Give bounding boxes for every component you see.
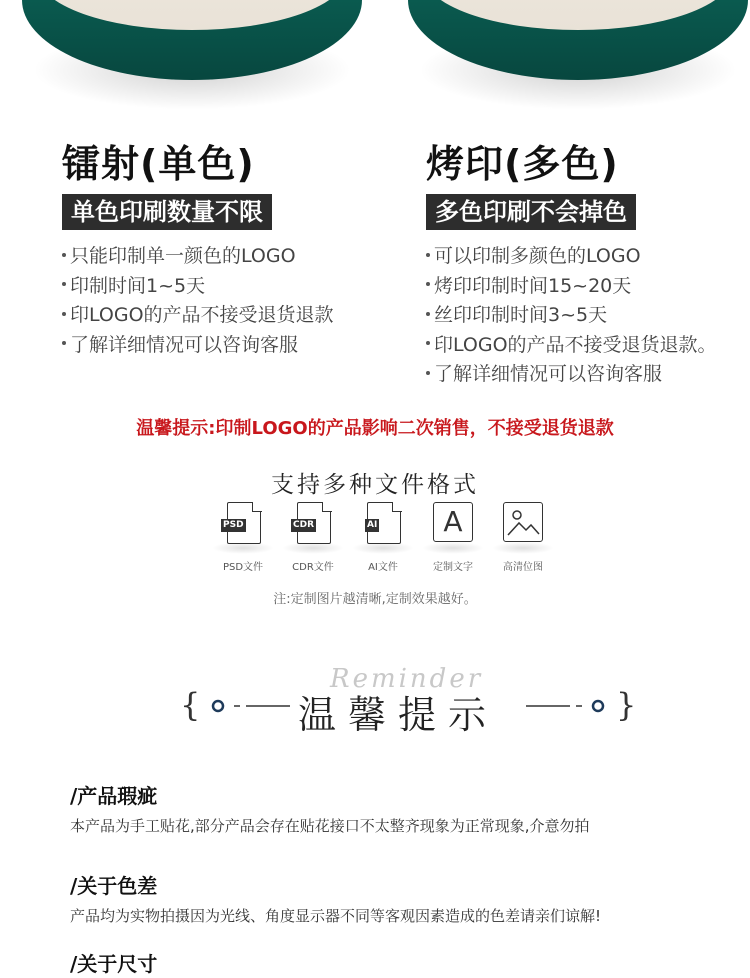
list-item: 烤印印制时间15~20天: [426, 272, 717, 302]
list-item: 印制时间1~5天: [62, 272, 334, 302]
right-ornament-icon: [522, 696, 606, 716]
formats-row: [212, 502, 552, 572]
section-color-difference: [70, 872, 601, 928]
list-item: 只能印制单一颜色的LOGO: [62, 242, 334, 272]
list-item: 了解详细情况可以咨询客服: [62, 331, 334, 361]
green-bowl-right: [408, 0, 748, 120]
cdr-file-icon: CDR: [291, 502, 335, 544]
psd-file-icon: PSD: [221, 502, 265, 544]
formats-title: 支持多种文件格式: [271, 472, 479, 498]
reminder-header: [180, 684, 637, 737]
section-body: 本产品为手工贴花,部分产品会存在贴花接口不太整齐现象为正常现象,介意勿拍: [70, 817, 590, 835]
list-item: 了解详细情况可以咨询客服: [426, 360, 717, 390]
reminder-watermark: Reminder: [330, 664, 484, 694]
section-size: [70, 950, 157, 978]
format-psd: PSD PSD文件: [212, 502, 274, 573]
section-body: 产品均为实物拍摄因为光线、角度显示器不同等客观因素造成的色差请亲们谅解!: [70, 907, 602, 925]
green-bowl-left: [22, 0, 362, 120]
method-tag: 单色印刷数量不限: [62, 194, 272, 230]
left-brace: {: [180, 686, 201, 724]
reminder-title: 温馨提示: [298, 693, 499, 737]
image-icon: [501, 502, 545, 544]
text-icon: A: [431, 502, 475, 544]
format-image: 高清位图: [492, 502, 554, 573]
format-ai: AI AI文件: [352, 502, 414, 573]
format-cdr: CDR CDR文件: [282, 502, 344, 573]
ai-file-icon: AI: [361, 502, 405, 544]
list-item: 印LOGO的产品不接受退货退款: [62, 301, 334, 331]
left-ornament-icon: [210, 696, 294, 716]
bullet-list: [426, 242, 717, 390]
list-item: 可以印制多颜色的LOGO: [426, 242, 717, 272]
section-defects: [70, 782, 590, 838]
list-item: 印LOGO的产品不接受退货退款。: [426, 331, 717, 361]
section-title: /关于尺寸: [70, 952, 158, 976]
method-title: 烤印(多色): [426, 142, 619, 186]
method-laser: [62, 140, 334, 360]
section-title: /关于色差: [70, 874, 158, 898]
section-title: /产品瑕疵: [70, 784, 158, 808]
method-tag: 多色印刷不会掉色: [426, 194, 636, 230]
list-item: 丝印印制时间3~5天: [426, 301, 717, 331]
right-brace: }: [616, 686, 637, 724]
method-bake-print: [426, 140, 717, 390]
format-text: A 定制文字: [422, 502, 484, 573]
bullet-list: [62, 242, 334, 360]
method-title: 镭射(单色): [62, 142, 255, 186]
format-note: 注:定制图片越清晰,定制效果越好。: [273, 592, 477, 607]
warning-text: 温馨提示:印制LOGO的产品影响二次销售，不接受退货退款: [136, 418, 614, 439]
